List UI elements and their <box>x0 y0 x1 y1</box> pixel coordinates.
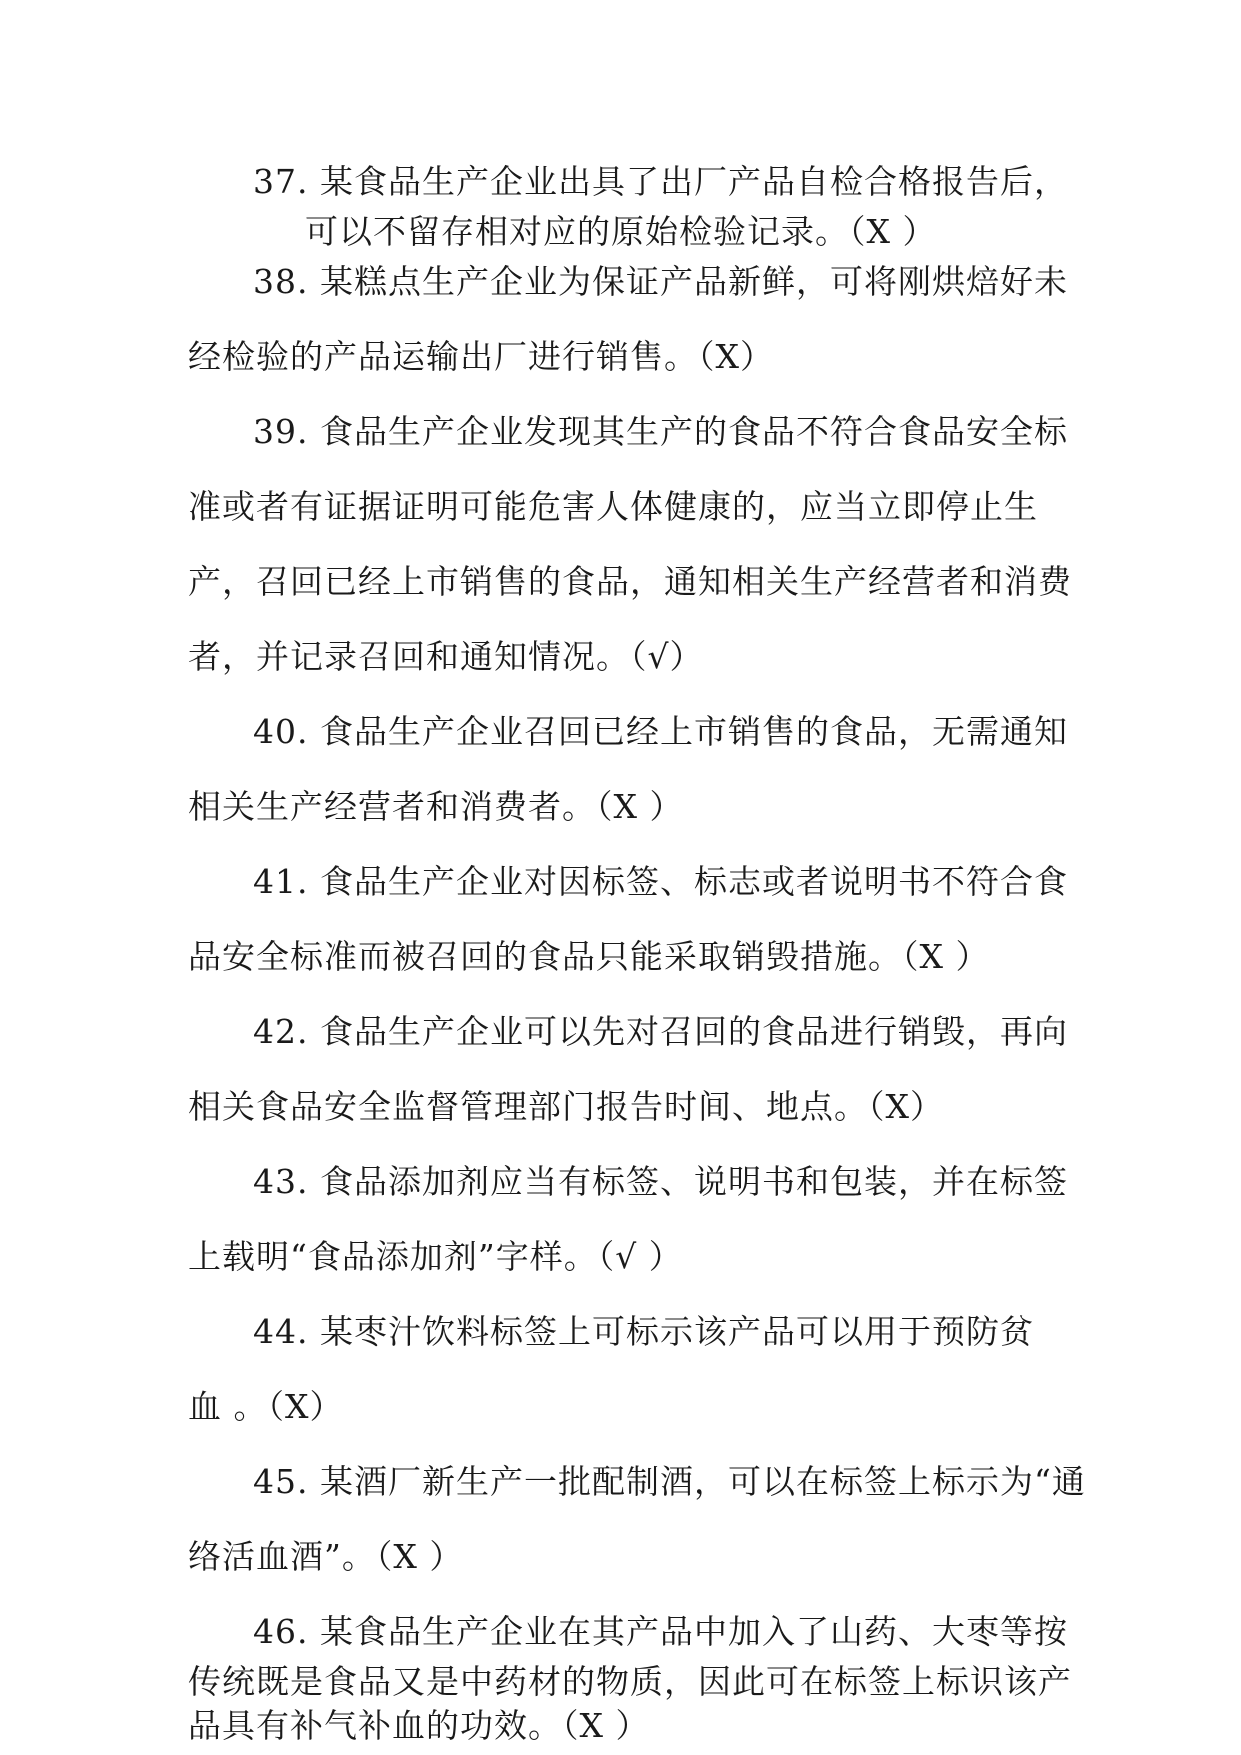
question-39-line-1: 39. 食品生产企业发现其生产的食品不符合食品安全标 <box>253 412 1068 451</box>
question-38-line-2: 经检验的产品运输出厂进行销售。（X） <box>188 337 774 376</box>
question-42-line-1: 42. 食品生产企业可以先对召回的食品进行销毁，再向 <box>253 1012 1068 1051</box>
question-45-line-2: 络活血酒”。（X ） <box>188 1537 464 1576</box>
question-39-line-4: 者，并记录召回和通知情况。（√） <box>188 637 704 676</box>
question-45-line-1: 45. 某酒厂新生产一批配制酒，可以在标签上标示为“通 <box>253 1462 1086 1501</box>
question-44-line-1: 44. 某枣汁饮料标签上可标示该产品可以用于预防贫 <box>253 1312 1034 1351</box>
question-40-line-2: 相关生产经营者和消费者。（X ） <box>188 787 684 826</box>
question-46-line-2: 传统既是食品又是中药材的物质，因此可在标签上标识该产 <box>188 1662 1072 1701</box>
question-39-line-2: 准或者有证据证明可能危害人体健康的，应当立即停止生 <box>188 487 1038 526</box>
question-44-line-2: 血 。（X） <box>188 1387 344 1426</box>
question-46-line-3: 品具有补气补血的功效。（X ） <box>188 1706 650 1745</box>
question-37-line-2: 可以不留存相对应的原始检验记录。（X ） <box>305 212 937 251</box>
question-38-line-1: 38. 某糕点生产企业为保证产品新鲜，可将刚烘焙好未 <box>253 262 1068 301</box>
question-39-line-3: 产，召回已经上市销售的食品，通知相关生产经营者和消费 <box>188 562 1072 601</box>
question-43-line-2: 上载明“食品添加剂”字样。（√ ） <box>188 1237 683 1276</box>
question-46-line-1: 46. 某食品生产企业在其产品中加入了山药、大枣等按 <box>253 1612 1068 1651</box>
question-41-line-2: 品安全标准而被召回的食品只能采取销毁措施。（X ） <box>188 937 990 976</box>
question-37-line-1: 37. 某食品生产企业出具了出厂产品自检合格报告后， <box>253 162 1068 201</box>
question-40-line-1: 40. 食品生产企业召回已经上市销售的食品，无需通知 <box>253 712 1068 751</box>
question-42-line-2: 相关食品安全监督管理部门报告时间、地点。（X） <box>188 1087 944 1126</box>
question-41-line-1: 41. 食品生产企业对因标签、标志或者说明书不符合食 <box>253 862 1068 901</box>
question-43-line-1: 43. 食品添加剂应当有标签、说明书和包装，并在标签 <box>253 1162 1068 1201</box>
